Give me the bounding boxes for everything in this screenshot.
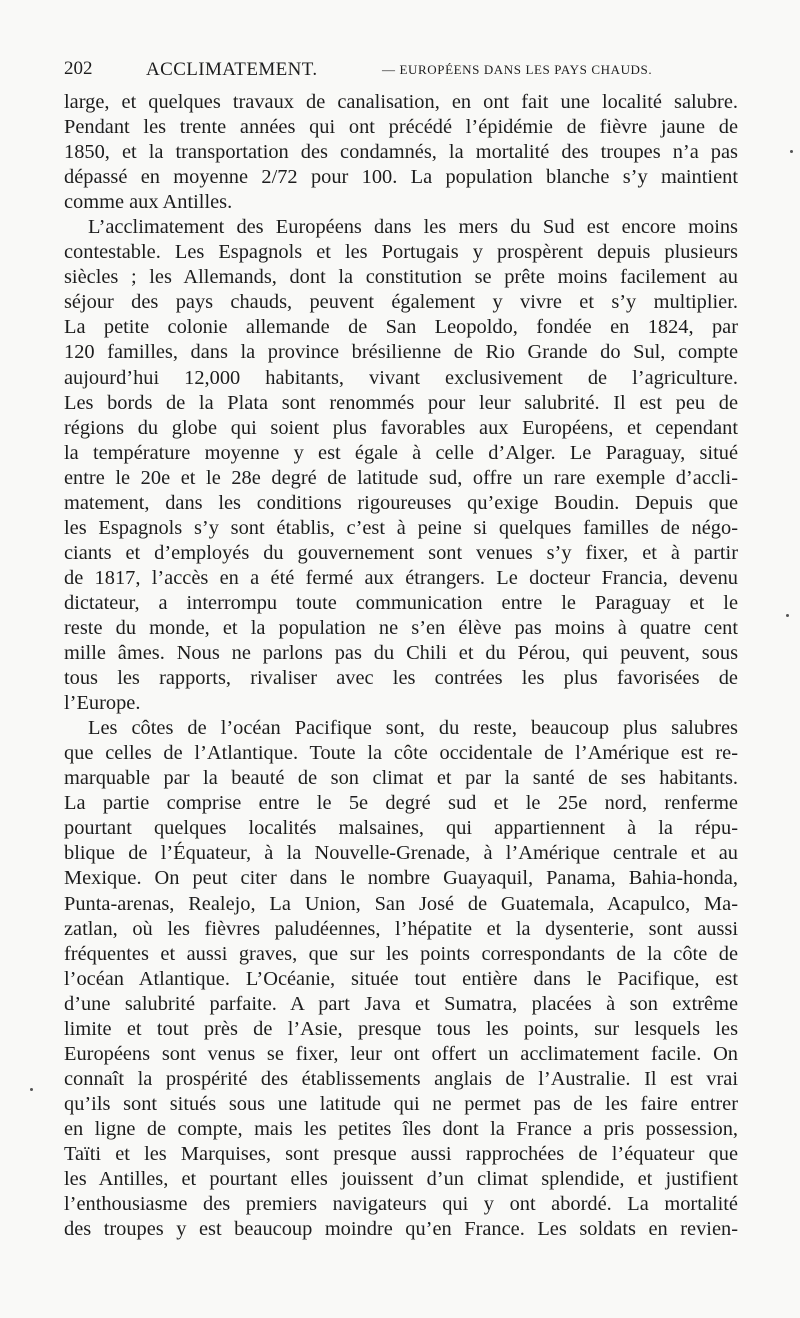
text-line: reste du monde, et la population ne s’en élève pas moins à quatre cent: [64, 616, 738, 639]
text-line: dépassé en moyenne 2/72 pour 100. La population blanche s’y maintient: [64, 166, 738, 189]
text-line: l’enthousiasme des premiers navigateurs qui y ont abordé. La mortalité: [64, 1193, 738, 1216]
text-line: blique de l’Équateur, à la Nouvelle-Grenade, à l’Amérique centrale et au: [64, 842, 738, 865]
text-line: la température moyenne y est égale à celle d’Alger. Le Paraguay, situé: [64, 441, 738, 464]
text-line: 120 familles, dans la province brésilienne de Rio Grande do Sul, compte: [64, 341, 738, 364]
text-line: Pendant les trente années qui ont précédé l’épidémie de fièvre jaune de: [64, 116, 738, 139]
ink-spot: [786, 614, 789, 617]
text-line: large, et quelques travaux de canalisation, en ont fait une localité salubre.: [64, 91, 738, 113]
text-line: contestable. Les Espagnols et les Portugais y prospèrent depuis plusieurs: [64, 241, 738, 264]
text-line: Les côtes de l’océan Pacifique sont, du reste, beaucoup plus salubres: [88, 717, 738, 740]
text-line: Punta-arenas, Realejo, La Union, San José de Guatemala, Acapulco, Ma-: [64, 892, 738, 915]
text-line: comme aux Antilles.: [64, 191, 233, 214]
text-line: de 1817, l’accès en a été fermé aux étrangers. Le docteur Francia, devenu: [64, 566, 738, 589]
text-line: régions du globe qui soient plus favorables aux Européens, et cependant: [64, 416, 738, 439]
text-line: La petite colonie allemande de San Leopoldo, fondée en 1824, par: [64, 316, 738, 339]
text-line: les Espagnols s’y sont établis, c’est à peine si quelques familles de négo-: [64, 516, 738, 539]
text-line: séjour des pays chauds, peuvent également y vivre et s’y multiplier.: [64, 291, 738, 314]
text-line: que celles de l’Atlantique. Toute la côte occidentale de l’Amérique est re-: [64, 742, 738, 765]
text-line: des troupes y est beaucoup moindre qu’en France. Les soldats en revien-: [64, 1218, 738, 1241]
text-line: matement, dans les conditions rigoureuses qu’exige Boudin. Depuis que: [64, 491, 738, 514]
page-number: 202: [64, 58, 93, 79]
text-line: l’océan Atlantique. L’Océanie, située tout entière dans le Pacifique, est: [64, 967, 738, 990]
text-line: en ligne de compte, mais les petites îles dont la France a pris possession,: [64, 1117, 738, 1140]
text-line: L’acclimatement des Européens dans les mers du Sud est encore moins: [88, 216, 738, 239]
text-line: dictateur, a interrompu toute communication entre le Paraguay et le: [64, 591, 738, 614]
text-line: 1850, et la transportation des condamnés, la mortalité des troupes n’a pas: [64, 141, 738, 164]
text-line: l’Europe.: [64, 692, 141, 715]
text-line: Taïti et les Marquises, sont presque aussi rapprochées de l’équateur que: [64, 1142, 738, 1165]
text-line: aujourd’hui 12,000 habitants, vivant exclusivement de l’agriculture.: [64, 366, 738, 389]
text-line: siècles ; les Allemands, dont la constitution se prête moins facilement au: [64, 266, 738, 289]
ink-spot: [790, 150, 793, 153]
text-line: zatlan, où les fièvres paludéennes, l’hépatite et la dysenterie, sont aussi: [64, 917, 738, 940]
ink-spot: [30, 1088, 33, 1091]
text-line: tous les rapports, rivaliser avec les contrées les plus favorisées de: [64, 667, 738, 690]
running-subtitle: — EUROPÉENS DANS LES PAYS CHAUDS.: [382, 62, 653, 77]
text-line: connaît la prospérité des établissements anglais de l’Australie. Il est vrai: [64, 1067, 738, 1090]
text-line: Mexique. On peut citer dans le nombre Guayaquil, Panama, Bahia-honda,: [64, 867, 738, 890]
text-line: qu’ils sont situés sous une latitude qui ne permet pas de les faire entrer: [64, 1092, 738, 1115]
text-line: marquable par la beauté de son climat et par la santé de ses habitants.: [64, 767, 738, 790]
text-line: fréquentes et aussi graves, que sur les points correspondants de la côte de: [64, 942, 738, 965]
text-line: La partie comprise entre le 5e degré sud et le 25e nord, renferme: [64, 792, 738, 815]
running-title: ACCLIMATEMENT.: [146, 59, 318, 80]
text-line: ciants et d’employés du gouvernement sont venues s’y fixer, et à partir: [64, 541, 738, 564]
text-line: d’une salubrité parfaite. A part Java et Sumatra, placées à son extrême: [64, 992, 738, 1015]
text-line: mille âmes. Nous ne parlons pas du Chili et du Pérou, qui peuvent, sous: [64, 642, 738, 665]
page-header: [64, 58, 744, 86]
text-line: Européens sont venus se fixer, leur ont offert un acclimatement facile. On: [64, 1042, 738, 1065]
text-line: limite et tout près de l’Asie, presque tous les points, sur lesquels les: [64, 1017, 738, 1040]
body-text: [64, 90, 738, 1242]
text-line: Les bords de la Plata sont renommés pour leur salubrité. Il est peu de: [64, 391, 738, 414]
text-line: pourtant quelques localités malsaines, qui appartiennent à la répu-: [64, 817, 738, 840]
text-line: entre le 20e et le 28e degré de latitude sud, offre un rare exemple d’accli-: [64, 466, 738, 489]
text-line: les Antilles, et pourtant elles jouissent d’un climat splendide, et justifient: [64, 1168, 738, 1191]
